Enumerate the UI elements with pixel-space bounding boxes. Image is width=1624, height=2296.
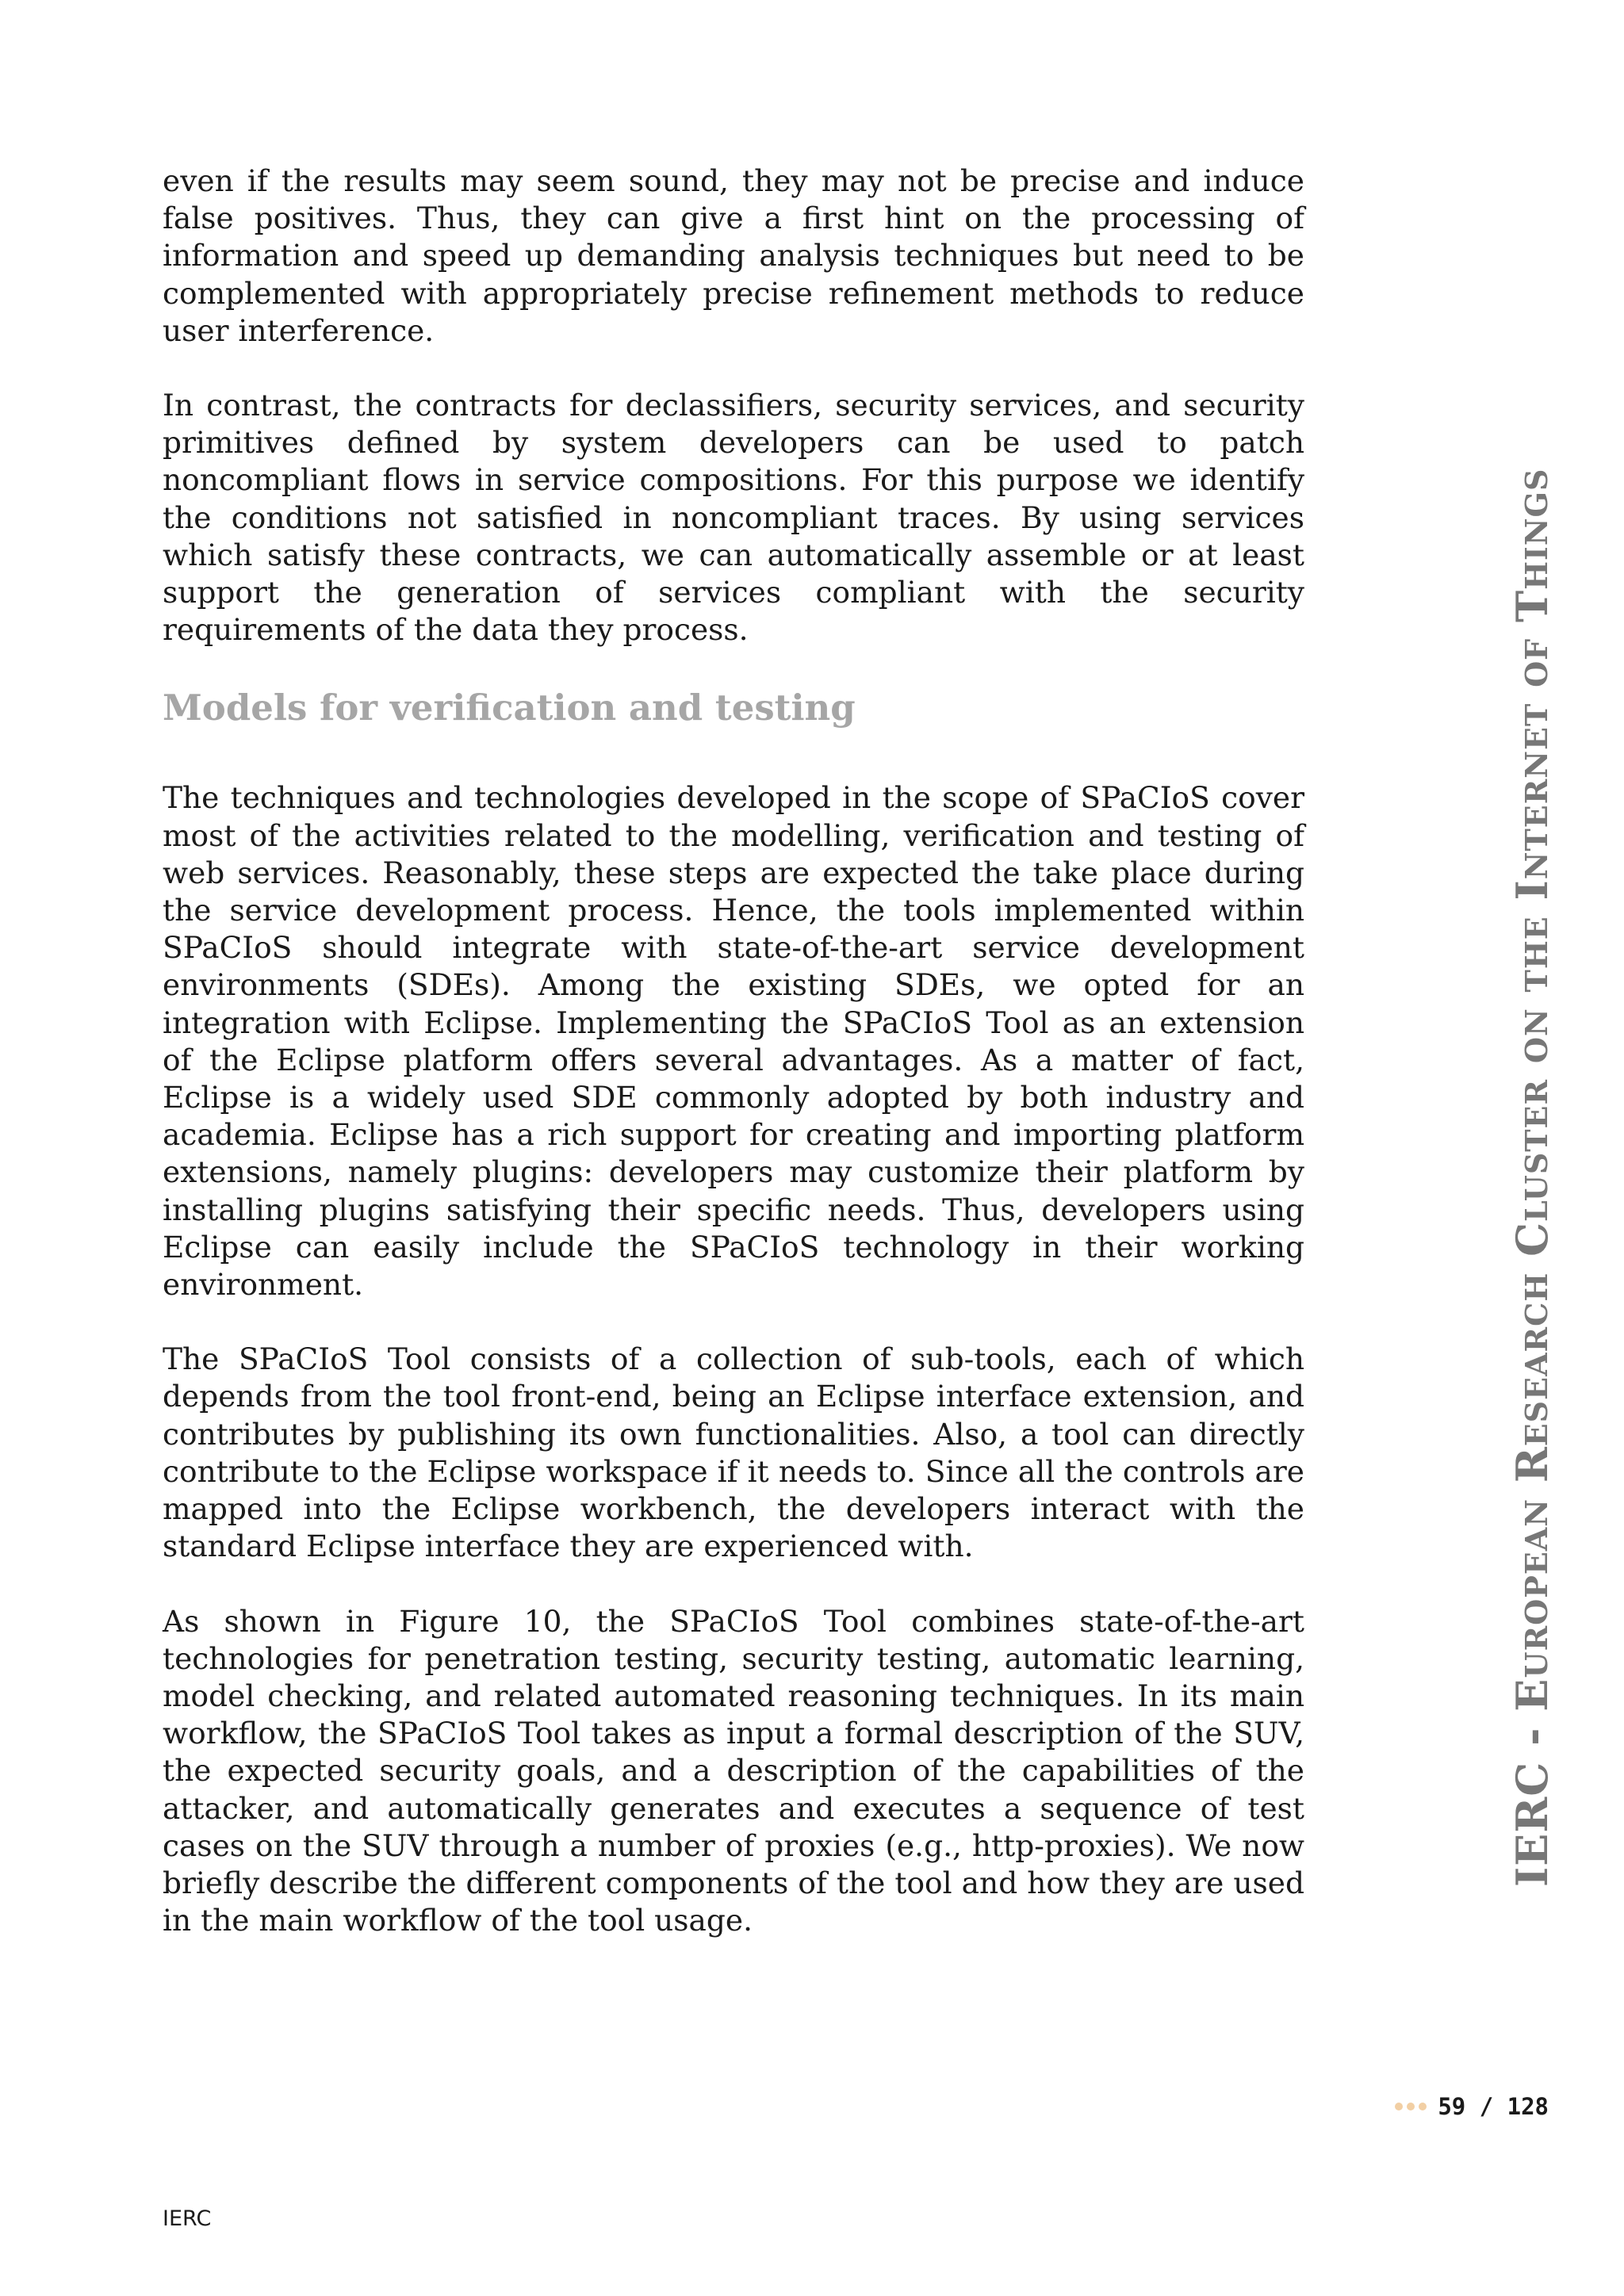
paragraph-intro-2: In contrast, the contracts for declassifiers, security services, and security primitives defined by system developers can be used to patch noncompliant flows in service compositions. For this purpose we identify the conditions not satisfied in noncompliant traces. By using services which satisfy these contracts, we can automatically assemble or at least support the generation of services compliant with the security requirements of the data they process. [163,388,1304,648]
footer-label: IERC [163,2206,212,2231]
paragraph-intro-1: even if the results may seem sound, they may not be precise and induce false positives. Thus, they can give a first hint on the processing of information and speed up demanding analysis techniques but need to be complemented with appropriately precise refinement methods to reduce user interference. [163,163,1304,348]
paragraph-section-3: As shown in Figure 10, the SPaCIoS Tool combines state-of-the-art technologies for penetration testing, security testing, automatic learning, model checking, and related automated reasoning techniques. In its main workflow, the SPaCIoS Tool takes as input a formal description of the SUV, the expected security goals, and a description of the capabilities of the attacker, and automatically generates and executes a sequence of test cases on the SUV through a number of proxies (e.g., http-proxies). We now briefly describe the different components of the tool and how they are used in the main workflow of the tool usage. [163,1603,1304,1938]
paragraph-section-1: The techniques and technologies developed in the scope of SPaCIoS cover most of the activities related to the modelling, verification and testing of web services. Reasonably, these steps are expected the take place during the service development process. Hence, the tools implemented within SPaCIoS should integrate with state-of-the-art service development environments (SDEs). Among the existing SDEs, we opted for an integration with Eclipse. Implementing the SPaCIoS Tool as an extension of the Eclipse platform offers several advantages. As a matter of fact, Eclipse is a widely used SDE commonly adopted by both industry and academia. Eclipse has a rich support for creating and importing platform extensions, namely plugins: developers may customize their platform by installing plugins satisfying their specific needs. Thus, developers using Eclipse can easily include the SPaCIoS technology in their working environment. [163,780,1304,1303]
page-number: 59 / 128 [1438,2093,1549,2120]
section-heading: Models for verification and testing [163,687,856,729]
page-number-area [1395,2093,1549,2120]
paragraph-section-2: The SPaCIoS Tool consists of a collection of sub-tools, each of which depends from the tool front-end, being an Eclipse interface extension, and contributes by publishing its own functionalities. Also, a tool can directly contribute to the Eclipse workspace if it needs to. Since all the controls are mapped into the Eclipse workbench, the developers interact with the standard Eclipse interface they are experienced with. [163,1341,1304,1564]
vertical-side-title: IERC - European Research Cluster on the Internet of Things [1507,468,1557,1887]
body-text-column [163,163,1304,1939]
page-dots-icon [1395,2103,1427,2110]
